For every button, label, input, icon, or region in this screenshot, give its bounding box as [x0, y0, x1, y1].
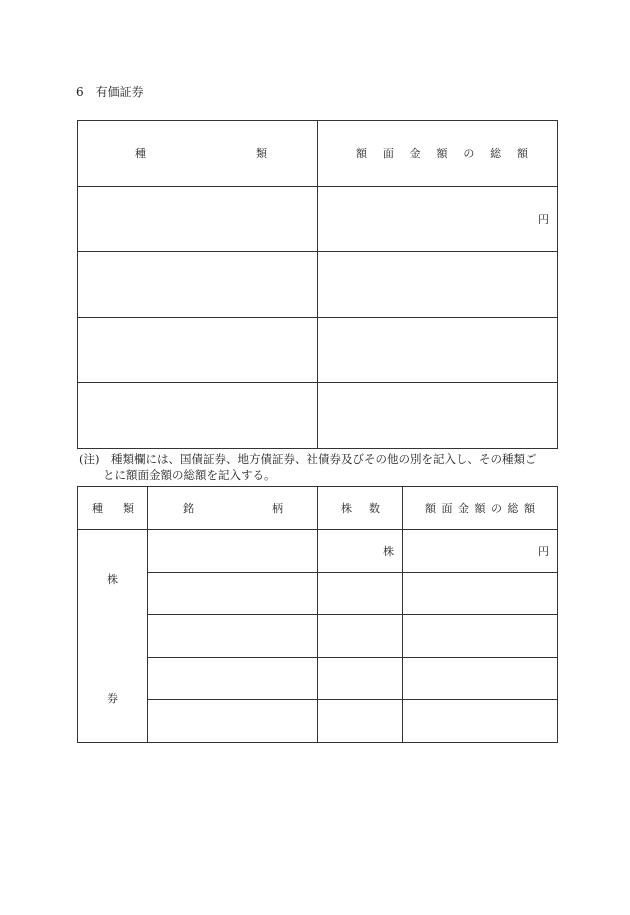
shares-field[interactable] — [318, 572, 403, 615]
total-field[interactable] — [403, 700, 558, 743]
table-row — [78, 383, 558, 449]
header-total-char: 額 — [524, 502, 535, 515]
header-total-char: 面 — [441, 502, 453, 515]
footnote-line: (注) 種類欄には、国債証券、地方債証券、社債券及びその他の別を記入し、その種類ご — [79, 452, 537, 466]
section-title: 有価証券 — [95, 85, 144, 99]
header-kind-char: 種 — [135, 147, 146, 161]
header-total-face-value — [403, 487, 558, 530]
brand-field[interactable] — [148, 530, 318, 573]
brand-field[interactable] — [148, 572, 318, 615]
header-brand-char: 柄 — [272, 502, 283, 515]
header-brand — [148, 487, 318, 530]
table-row — [78, 530, 558, 573]
brand-field[interactable] — [148, 700, 318, 743]
header-kind — [78, 121, 318, 187]
table-row — [78, 615, 558, 658]
total-field[interactable] — [403, 615, 558, 658]
total-field[interactable] — [318, 317, 558, 383]
shares-field[interactable] — [318, 615, 403, 658]
brand-field[interactable] — [148, 615, 318, 658]
section-number: 6 — [76, 85, 84, 99]
table-header-row — [78, 487, 558, 530]
kind-field[interactable] — [78, 317, 318, 383]
kind-cell-stock-certificate — [78, 530, 148, 743]
shares-field[interactable] — [318, 530, 403, 573]
kind-field[interactable] — [78, 383, 318, 449]
header-total-char: 額 — [436, 147, 448, 161]
table-row — [78, 186, 558, 252]
table-row — [78, 252, 558, 318]
header-total-char: 額 — [356, 147, 367, 161]
header-brand-char: 銘 — [183, 502, 194, 515]
header-total-face-value — [318, 121, 558, 187]
header-total-char: の — [491, 502, 502, 515]
header-total-char: 総 — [507, 502, 519, 515]
stock-certificates-table — [77, 486, 558, 743]
shares-field[interactable] — [318, 657, 403, 700]
kind-field[interactable] — [78, 186, 318, 252]
footnote — [79, 451, 557, 483]
header-total-char: 額 — [425, 502, 436, 515]
table-header-row — [78, 121, 558, 187]
section-heading — [76, 85, 144, 99]
kind-label: 券 — [107, 692, 118, 705]
header-kind-char: 類 — [256, 147, 267, 161]
total-field[interactable] — [403, 572, 558, 615]
header-shares-char: 数 — [369, 502, 380, 515]
shares-field[interactable] — [318, 700, 403, 743]
header-kind-char: 種 — [92, 502, 103, 515]
header-total-char: 額 — [516, 147, 528, 161]
yen-unit: 円 — [538, 545, 549, 558]
securities-table — [77, 120, 558, 449]
total-field[interactable] — [403, 530, 558, 573]
table-row — [78, 700, 558, 743]
header-total-char: 面 — [382, 147, 394, 161]
yen-unit: 円 — [538, 212, 549, 226]
footnote-line: とに額面金額の総額を記入する。 — [103, 468, 276, 482]
total-field[interactable] — [318, 186, 558, 252]
header-total-char: 金 — [458, 502, 469, 515]
brand-field[interactable] — [148, 657, 318, 700]
header-total-char: の — [463, 147, 475, 161]
header-kind — [78, 487, 148, 530]
shares-unit: 株 — [383, 545, 394, 558]
header-total-char: 額 — [474, 502, 486, 515]
table-row — [78, 657, 558, 700]
header-kind-char: 類 — [123, 502, 134, 515]
table-row — [78, 317, 558, 383]
header-total-char: 金 — [409, 147, 421, 161]
kind-field[interactable] — [78, 252, 318, 318]
header-total-char: 総 — [490, 147, 502, 161]
total-field[interactable] — [403, 657, 558, 700]
total-field[interactable] — [318, 252, 558, 318]
header-shares-char: 株 — [341, 502, 352, 515]
header-shares — [318, 487, 403, 530]
table-row — [78, 572, 558, 615]
total-field[interactable] — [318, 383, 558, 449]
kind-label: 株 — [107, 573, 118, 586]
